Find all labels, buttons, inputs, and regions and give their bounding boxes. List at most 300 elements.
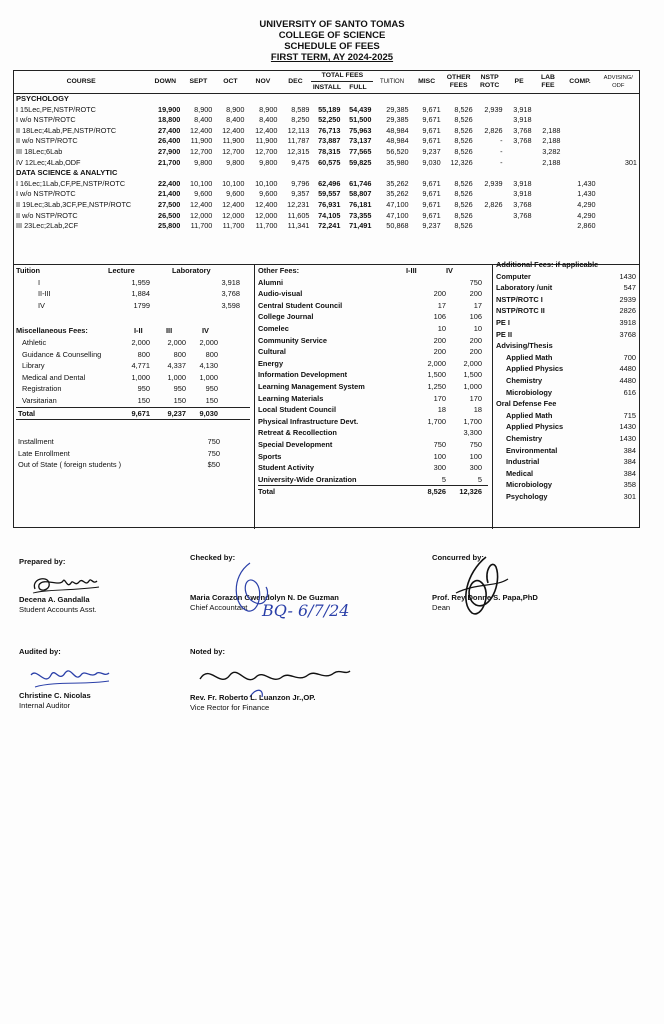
section-header <box>14 168 639 179</box>
checked-by-block <box>190 553 350 620</box>
table-cell: 9,800 <box>194 157 213 167</box>
signature-papa <box>446 553 516 623</box>
table-cell: 2,188 <box>542 157 561 167</box>
section-title: PSYCHOLOGY <box>16 94 69 103</box>
table-cell: II 18Lec;4Lab,PE,NSTP/ROTC <box>16 125 117 135</box>
table-cell: 9,671 <box>422 210 441 220</box>
table-cell: 4,290 <box>577 210 596 220</box>
other-fee-row <box>258 404 488 416</box>
table-cell: I w/o NSTP/ROTC <box>16 115 76 125</box>
table-cell: 75,963 <box>349 125 372 135</box>
other-col-iv: IV <box>446 266 453 275</box>
table-cell: 76,713 <box>318 125 341 135</box>
misc-value-iii: 950 <box>173 384 186 394</box>
checked-by-title: Chief Accountant <box>190 603 248 612</box>
table-cell <box>598 147 639 158</box>
table-cell: 10,100 <box>190 178 213 188</box>
table-cell: 78,315 <box>318 146 341 156</box>
table-cell: 29,385 <box>386 115 409 125</box>
col-dec: DEC <box>279 71 311 94</box>
additional-fee-row <box>496 352 636 364</box>
additional-fee-value: 1430 <box>619 422 636 432</box>
other-total-row <box>258 485 488 498</box>
misc-total-label: Total <box>18 408 36 418</box>
other-value-i-iii: 18 <box>437 405 446 415</box>
misc-value-iv: 800 <box>205 349 218 359</box>
misc-total-iv: 9,030 <box>199 408 218 418</box>
table-cell: 3,918 <box>513 115 532 125</box>
table-cell: 47,100 <box>386 210 409 220</box>
table-cell: 301 <box>624 157 637 167</box>
other-fee-name: Community Service <box>258 335 328 345</box>
table-cell <box>475 211 505 222</box>
concurred-by-name: Prof. Rey Donne S. Papa,PhD <box>432 593 538 602</box>
signature-nicolas <box>25 661 115 695</box>
table-cell: I w/o NSTP/ROTC <box>16 189 76 199</box>
table-row <box>14 126 639 137</box>
misc-fee-name: Library <box>22 361 45 371</box>
additional-fee-row <box>496 421 636 433</box>
misc-value-iii: 150 <box>173 395 186 405</box>
other-value-iv: 300 <box>469 463 482 473</box>
table-row <box>14 147 639 158</box>
term-label: FIRST TERM, AY 2024-2025 <box>270 52 394 63</box>
other-fees-title: Other Fees: <box>258 266 300 275</box>
table-cell: 9,357 <box>291 189 310 199</box>
table-cell: 11,787 <box>287 136 310 146</box>
table-cell: 12,400 <box>222 125 245 135</box>
prepared-by-name: Decena A. Gandalla <box>19 595 90 604</box>
col-nstp-rotc: NSTP ROTC <box>475 71 505 94</box>
table-cell: 62,496 <box>318 178 341 188</box>
table-cell: 9,671 <box>422 178 441 188</box>
table-cell: 26,400 <box>158 136 181 146</box>
audited-by-block <box>19 647 115 711</box>
col-tuition: TUITION <box>373 71 410 94</box>
other-value-iv: 170 <box>469 393 482 403</box>
tuition-laboratory-label: Laboratory <box>172 266 211 275</box>
misc-row <box>16 349 250 361</box>
other-value-iv: 200 <box>469 347 482 357</box>
table-cell <box>598 189 639 200</box>
col-advising-odf: ADVISING/ ODF <box>598 71 639 94</box>
table-row <box>14 189 639 200</box>
table-cell: 77,565 <box>349 146 372 156</box>
additional-fee-value: 715 <box>623 410 636 420</box>
audited-by-name: Christine C. Nicolas <box>19 691 91 700</box>
misc-col-iii: III <box>166 326 173 336</box>
table-cell: 8,900 <box>226 104 245 114</box>
noted-by-label: Noted by: <box>190 647 226 656</box>
other-fee-name: Cultural <box>258 347 286 357</box>
table-cell: 9,237 <box>422 221 441 231</box>
misc-row <box>16 372 250 384</box>
left-vertical-divider <box>254 264 255 529</box>
other-fee-row <box>258 369 488 381</box>
table-row <box>14 105 639 116</box>
table-cell: 10,100 <box>255 178 278 188</box>
table-cell: 71,491 <box>349 221 372 231</box>
other-value-iv: 1,000 <box>463 381 482 391</box>
table-cell: IV 12Lec;4Lab,ODF <box>16 157 81 167</box>
other-fee-name: University-Wide Oranization <box>258 474 357 484</box>
table-cell: 9,475 <box>291 157 310 167</box>
table-row <box>14 200 639 211</box>
other-fee-row <box>258 427 488 439</box>
table-cell: 12,113 <box>287 125 310 135</box>
misc-col-iv: IV <box>202 326 209 336</box>
additional-fee-value: 2939 <box>619 294 636 304</box>
tuition-lecture-value: 1,884 <box>131 289 150 299</box>
table-cell: 2,826 <box>484 199 503 209</box>
table-cell: 59,557 <box>318 189 341 199</box>
misc-value-iii: 2,000 <box>167 337 186 347</box>
table-cell: 76,931 <box>318 199 341 209</box>
table-row <box>14 136 639 147</box>
col-pe: PE <box>505 71 534 94</box>
schedule-title: SCHEDULE OF FEES <box>284 41 380 52</box>
concurred-by-title: Dean <box>432 603 451 612</box>
table-cell: 73,887 <box>318 136 341 146</box>
table-cell <box>505 221 534 232</box>
prepared-by-label: Prepared by: <box>19 557 66 566</box>
other-value-i-iii: 170 <box>433 393 446 403</box>
misc-value-iv: 950 <box>205 384 218 394</box>
table-cell <box>534 115 563 126</box>
table-cell: 12,700 <box>222 146 245 156</box>
other-fees-header <box>258 265 488 277</box>
table-row <box>14 179 639 190</box>
table-cell <box>598 115 639 126</box>
table-cell: 2,939 <box>484 104 503 114</box>
table-cell: 8,400 <box>259 115 278 125</box>
noted-by-name: Rev. Fr. Roberto L. Luanzon Jr.,OP. <box>190 693 316 702</box>
additional-fee-name: Industrial <box>506 457 540 467</box>
misc-value-i-ii: 4,771 <box>131 361 150 371</box>
other-fee-row <box>258 416 488 428</box>
additional-fee-row <box>496 387 636 399</box>
handwritten-date: BQ- 6/7/24 <box>262 601 350 620</box>
col-comp: COMP. <box>562 71 597 94</box>
additional-fee-value: 4480 <box>619 375 636 385</box>
additional-fee-row <box>496 282 636 294</box>
signature-gandalla <box>29 571 109 597</box>
other-value-iv: 17 <box>473 300 482 310</box>
other-total-label: Total <box>258 487 276 497</box>
noted-by-block <box>190 647 360 713</box>
checked-by-name: Maria Corazon Gwendolyn N. De Guzman <box>190 593 339 602</box>
other-fee-row <box>258 474 488 486</box>
other-fee-row <box>258 335 488 347</box>
concurred-by-label: Concurred by: <box>432 553 484 562</box>
table-cell: 3,768 <box>513 136 532 146</box>
table-cell: 12,231 <box>287 199 310 209</box>
table-cell: 8,526 <box>454 115 473 125</box>
extra-fee-name: Installment <box>18 437 54 447</box>
other-value-iv: 200 <box>469 335 482 345</box>
misc-fee-name: Guidance & Counselling <box>22 349 102 359</box>
table-cell: III 23Lec;2Lab,2CF <box>16 221 79 231</box>
other-value-i-iii: 5 <box>441 474 446 484</box>
col-full: FULL <box>349 84 367 91</box>
other-value-iv: 18 <box>473 405 482 415</box>
other-fee-name: Audio-visual <box>258 289 303 299</box>
tuition-lab-value: 3,768 <box>221 289 240 299</box>
tuition-header <box>16 265 250 277</box>
extra-fee-name: Late Enrollment <box>18 448 70 458</box>
other-fee-row <box>258 439 488 451</box>
col-install: INSTALL <box>312 84 342 91</box>
table-cell: 2,860 <box>577 221 596 231</box>
other-fee-row <box>258 393 488 405</box>
extra-fee-row <box>16 436 250 448</box>
table-cell: 9,600 <box>194 189 213 199</box>
table-cell: 12,000 <box>255 210 278 220</box>
other-fee-row <box>258 323 488 335</box>
additional-fee-row <box>496 305 636 317</box>
table-cell <box>534 211 563 222</box>
additional-fee-name: PE I <box>496 317 510 327</box>
additional-fee-name: Oral Defense Fee <box>496 399 557 409</box>
table-cell: 2,188 <box>542 125 561 135</box>
col-down: DOWN <box>148 71 182 94</box>
table-cell <box>562 115 597 126</box>
table-cell <box>598 221 639 232</box>
additional-fee-name: Computer <box>496 271 531 281</box>
table-cell: 3,768 <box>513 199 532 209</box>
table-cell: 54,439 <box>349 104 372 114</box>
table-cell <box>505 158 534 169</box>
table-cell: 47,100 <box>386 199 409 209</box>
additional-fee-row <box>496 491 636 503</box>
additional-fees-section <box>496 259 636 502</box>
other-total-iv: 12,326 <box>459 487 482 497</box>
misc-header <box>16 325 250 337</box>
table-cell: 72,241 <box>318 221 341 231</box>
table-cell: II 19Lec;3Lab,3CF,PE,NSTP/ROTC <box>16 199 132 209</box>
additional-fee-name: Applied Physics <box>506 364 564 374</box>
prepared-by-block <box>19 557 109 615</box>
table-cell: 12,000 <box>222 210 245 220</box>
other-fee-row <box>258 358 488 370</box>
table-cell <box>534 189 563 200</box>
concurred-by-block <box>432 553 538 613</box>
tuition-lecture-value: 1799 <box>133 300 150 310</box>
section-title: DATA SCIENCE & ANALYTIC <box>16 168 118 178</box>
table-cell: 8,526 <box>454 221 473 231</box>
table-cell: 27,500 <box>158 199 181 209</box>
additional-fee-name: Advising/Thesis <box>496 341 553 351</box>
table-cell: 12,326 <box>450 157 473 167</box>
table-cell: 9,671 <box>422 125 441 135</box>
table-cell: 3,918 <box>513 178 532 188</box>
right-vertical-divider <box>492 264 493 529</box>
table-cell: 1,430 <box>577 189 596 199</box>
course-fee-table <box>14 71 639 232</box>
misc-value-iv: 1,000 <box>199 372 218 382</box>
table-cell <box>562 147 597 158</box>
col-course: COURSE <box>14 71 148 94</box>
table-cell: 9,671 <box>422 199 441 209</box>
table-cell: 76,181 <box>349 199 372 209</box>
table-cell: 8,526 <box>454 136 473 146</box>
table-cell: 3,768 <box>513 125 532 135</box>
table-cell: 48,984 <box>386 136 409 146</box>
table-cell <box>598 105 639 116</box>
table-cell: 73,355 <box>349 210 372 220</box>
other-fee-name: Sports <box>258 451 282 461</box>
table-cell: - <box>500 146 503 156</box>
other-value-i-iii: 2,000 <box>427 358 446 368</box>
checked-by-label: Checked by: <box>190 553 236 562</box>
table-cell: III 18Lec;6Lab <box>16 146 63 156</box>
table-cell: 9,800 <box>226 157 245 167</box>
table-cell: 48,984 <box>386 125 409 135</box>
table-cell: 10,100 <box>222 178 245 188</box>
noted-by-title: Vice Rector for Finance <box>190 703 270 712</box>
additional-fee-name: Laboratory /unit <box>496 283 553 293</box>
additional-fee-name: Applied Math <box>506 410 553 420</box>
other-value-i-iii: 1,500 <box>427 370 446 380</box>
extra-fee-value: 750 <box>207 437 220 447</box>
additional-fee-name: Psychology <box>506 491 548 501</box>
table-cell <box>598 200 639 211</box>
additional-fee-row <box>496 468 636 480</box>
misc-fee-name: Varsitarian <box>22 395 57 405</box>
misc-fee-name: Registration <box>22 384 62 394</box>
table-row <box>14 115 639 126</box>
other-fee-name: Alumni <box>258 277 284 287</box>
other-value-iv: 1,500 <box>463 370 482 380</box>
additional-fee-name: Chemistry <box>506 433 543 443</box>
table-cell <box>562 158 597 169</box>
table-cell: 50,868 <box>386 221 409 231</box>
additional-fee-row <box>496 329 636 341</box>
table-cell: 9,796 <box>291 178 310 188</box>
table-cell: 8,900 <box>259 104 278 114</box>
table-cell: 8,526 <box>454 125 473 135</box>
additional-fee-name: Chemistry <box>506 375 543 385</box>
additional-fee-value: 3918 <box>619 317 636 327</box>
table-cell: - <box>500 136 503 146</box>
extra-fee-value: 750 <box>207 448 220 458</box>
col-sept: SEPT <box>182 71 214 94</box>
table-cell: I 15Lec,PE,NSTP/ROTC <box>16 104 96 114</box>
other-fee-name: Student Activity <box>258 463 314 473</box>
misc-value-iv: 150 <box>205 395 218 405</box>
misc-total-i-ii: 9,671 <box>131 408 150 418</box>
table-cell <box>562 136 597 147</box>
university-name: UNIVERSITY OF SANTO TOMAS <box>259 19 405 30</box>
misc-title: Miscellaneous Fees: <box>16 326 88 336</box>
misc-value-i-ii: 800 <box>137 349 150 359</box>
prepared-by-title: Student Accounts Asst. <box>19 605 97 614</box>
additional-fee-value: 384 <box>623 457 636 467</box>
other-fee-name: Special Development <box>258 439 333 449</box>
col-total-fees <box>311 71 373 94</box>
other-value-iv: 106 <box>469 312 482 322</box>
additional-fee-name: Medical <box>506 468 534 478</box>
table-cell <box>598 211 639 222</box>
table-cell <box>475 115 505 126</box>
table-cell <box>598 136 639 147</box>
misc-row <box>16 395 250 407</box>
table-cell <box>505 147 534 158</box>
table-cell: 8,526 <box>454 189 473 199</box>
table-cell <box>534 179 563 190</box>
section-header <box>14 94 639 105</box>
other-value-i-iii: 10 <box>437 323 446 333</box>
additional-fee-value: 547 <box>623 283 636 293</box>
misc-value-i-ii: 2,000 <box>131 337 150 347</box>
other-value-i-iii: 1,700 <box>427 416 446 426</box>
other-value-iv: 750 <box>469 277 482 287</box>
table-cell <box>598 179 639 190</box>
table-cell: 9,671 <box>422 104 441 114</box>
misc-total-row <box>16 407 250 421</box>
table-cell <box>562 105 597 116</box>
table-cell: 9,800 <box>259 157 278 167</box>
other-fee-name: Energy <box>258 358 284 368</box>
audited-by-title: Internal Auditor <box>19 701 71 710</box>
misc-fee-name: Medical and Dental <box>22 372 86 382</box>
table-cell: 8,400 <box>226 115 245 125</box>
other-value-i-iii: 300 <box>433 463 446 473</box>
additional-fee-name: Environmental <box>506 445 558 455</box>
table-cell: 9,671 <box>422 115 441 125</box>
misc-col-i-ii: I-II <box>134 326 143 336</box>
table-cell <box>475 221 505 232</box>
table-cell: 3,768 <box>513 210 532 220</box>
other-fee-name: Learning Management System <box>258 381 365 391</box>
additional-fee-name: NSTP/ROTC II <box>496 306 545 316</box>
other-value-i-iii: 200 <box>433 335 446 345</box>
tuition-year: IV <box>38 300 45 310</box>
table-cell: 11,700 <box>255 221 278 231</box>
table-cell: 59,825 <box>349 157 372 167</box>
table-row <box>14 211 639 222</box>
extra-fee-value: $50 <box>207 460 220 470</box>
tuition-lab-value: 3,598 <box>221 300 240 310</box>
other-fee-name: College Journal <box>258 312 314 322</box>
other-fee-row <box>258 277 488 289</box>
table-cell: 12,315 <box>287 146 310 156</box>
other-total-i-iii: 8,526 <box>427 487 446 497</box>
additional-fee-value: 301 <box>623 491 636 501</box>
table-cell: 26,500 <box>158 210 181 220</box>
tuition-misc-section <box>16 265 250 471</box>
table-cell: 8,250 <box>291 115 310 125</box>
additional-fees-title-row <box>496 259 636 271</box>
additional-fee-value: 616 <box>623 387 636 397</box>
document-header <box>0 19 664 63</box>
table-cell: 56,520 <box>386 146 409 156</box>
other-value-iv: 3,300 <box>463 428 482 438</box>
table-cell: 8,589 <box>291 104 310 114</box>
misc-value-iii: 800 <box>173 349 186 359</box>
additional-fees-title: Additional Fees: if applicable <box>496 260 599 269</box>
table-cell: 8,526 <box>454 104 473 114</box>
table-cell <box>534 200 563 211</box>
table-cell: 73,137 <box>349 136 372 146</box>
misc-value-i-ii: 950 <box>137 384 150 394</box>
additional-fee-value: 358 <box>623 480 636 490</box>
tuition-lab-value: 3,918 <box>221 277 240 287</box>
table-cell: 2,939 <box>484 178 503 188</box>
other-fee-row <box>258 451 488 463</box>
table-cell: 12,400 <box>222 199 245 209</box>
misc-value-iii: 1,000 <box>167 372 186 382</box>
